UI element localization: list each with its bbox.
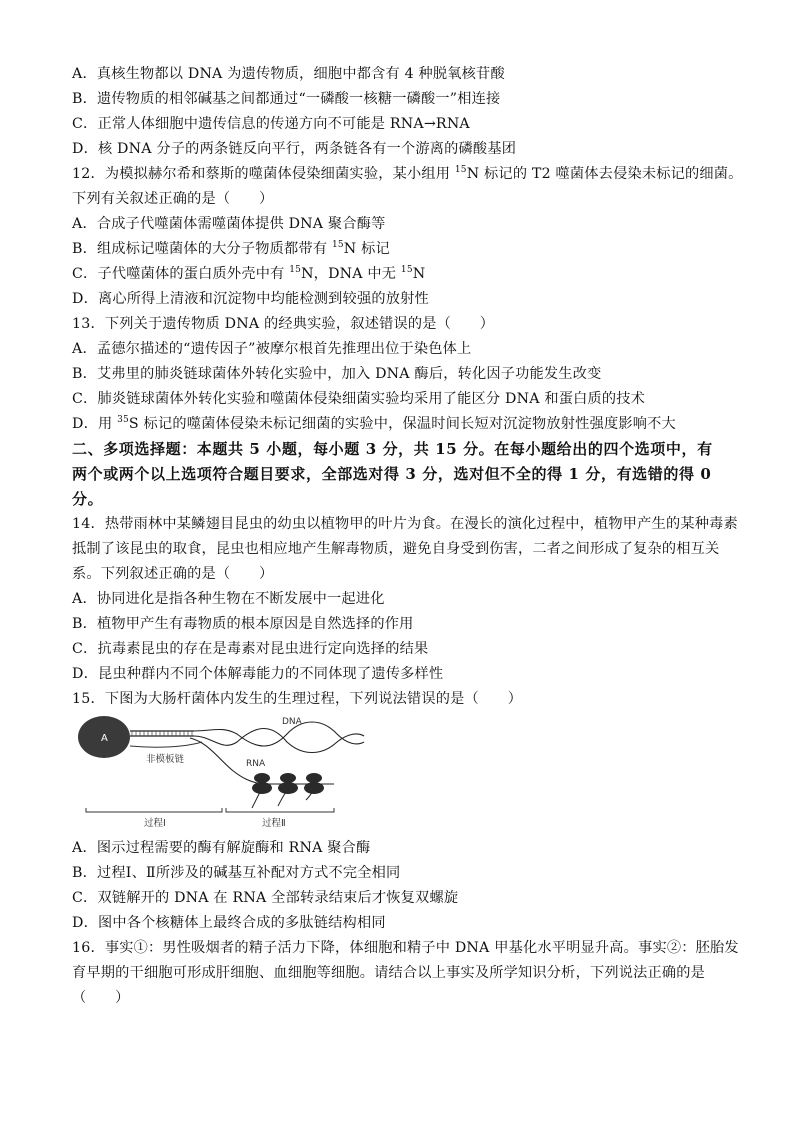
- q14-stem-line3: 系。下列叙述正确的是（ ）: [72, 566, 274, 582]
- q15-option-b: B．过程Ⅰ、Ⅱ所涉及的碱基互补配对方式不完全相同: [72, 865, 401, 881]
- q12-option-d: D．离心所得上清液和沉淀物中均能检测到较强的放射性: [72, 291, 429, 307]
- q11-option-d: D．核 DNA 分子的两条链反向平行，两条链各有一个游离的磷酸基团: [72, 141, 517, 157]
- process1-bracket: [86, 808, 222, 812]
- figure-label-nontemplate: 非模板链: [146, 754, 185, 765]
- q15-option-d: D．图中各个核糖体上最终合成的多肽链结构相同: [72, 915, 386, 931]
- ribosome-2: [278, 773, 298, 806]
- transcription-translation-figure: [72, 712, 372, 830]
- q13-option-d-text-a: D．用: [72, 416, 118, 432]
- q12-option-c-text-a: C．子代噬菌体的蛋白质外壳中有: [72, 266, 290, 282]
- q12-option-b-sup: 15: [331, 240, 344, 250]
- q12-stem-text-b: N 标记的 T2 噬菌体去侵染未标记的细菌。: [466, 166, 743, 182]
- q12-option-c: [72, 264, 732, 284]
- q12-option-c-sup2: 15: [400, 265, 413, 275]
- q12-option-b: [72, 239, 732, 259]
- q12-option-b-text-b: N 标记: [343, 241, 390, 257]
- q14-option-b: B．植物甲产生有毒物质的根本原因是自然选择的作用: [72, 616, 414, 632]
- q12-stem-sup: 15: [454, 165, 467, 175]
- q12-option-c-sup1: 15: [289, 265, 302, 275]
- dna-base-pairs: [132, 731, 192, 736]
- q14-option-c: C．抗毒素昆虫的存在是毒素对昆虫进行定向选择的结果: [72, 641, 429, 657]
- figure-label-process2: 过程Ⅱ: [262, 818, 286, 829]
- q13-option-c: C．肺炎链球菌体外转化实验和噬菌体侵染细菌实验均采用了能区分 DNA 和蛋白质的技术: [72, 391, 646, 407]
- q15-option-c: C．双链解开的 DNA 在 RNA 全部转录结束后才恢复双螺旋: [72, 890, 459, 906]
- q12-stem-line1: [72, 164, 743, 184]
- figure-label-process1: 过程Ⅰ: [144, 818, 166, 829]
- figure-label-a: A: [101, 733, 108, 744]
- q15-option-a: A．图示过程需要的酶有解旋酶和 RNA 聚合酶: [72, 840, 371, 856]
- q14-option-a: A．协同进化是指各种生物在不断发展中一起进化: [72, 591, 385, 607]
- q12-stem-line2: 下列有关叙述正确的是（ ）: [72, 191, 274, 207]
- q13-option-d-text-b: S 标记的噬菌体侵染未标记细菌的实验中，保温时间长短对沉淀物放射性强度影响不大: [128, 416, 676, 432]
- non-template-strand: [130, 742, 202, 747]
- section2-heading-line1: 二、多项选择题：本题共 5 小题，每小题 3 分，共 15 分。在每小题给出的四个选项中，有: [72, 440, 713, 458]
- q16-stem-line3: （ ）: [72, 990, 130, 1006]
- q13-option-a: A．孟德尔描述的“遗传因子”被摩尔根首先推理出位于染色体上: [72, 341, 472, 357]
- section2-heading-line3: 分。: [72, 490, 104, 508]
- q14-stem-line2: 抵制了该昆虫的取食，昆虫也相应地产生解毒物质，避免自身受到伤害，二者之间形成了复杂的相互关: [72, 541, 720, 557]
- q11-option-b: B．遗传物质的相邻碱基之间都通过“一磷酸一核糖一磷酸一”相连接: [72, 91, 501, 107]
- figure-label-rna: RNA: [246, 759, 266, 769]
- q13-stem: 13．下列关于遗传物质 DNA 的经典实验，叙述错误的是（ ）: [72, 316, 495, 332]
- q15-stem: 15．下图为大肠杆菌体内发生的生理过程，下列说法错误的是（ ）: [72, 691, 523, 707]
- q16-stem-line1: 16．事实①：男性吸烟者的精子活力下降，体细胞和精子中 DNA 甲基化水平明显升高。事实②：胚胎发: [72, 940, 739, 956]
- process2-bracket: [226, 808, 334, 812]
- q14-stem-line1: 14．热带雨林中某鳞翅目昆虫的幼虫以植物甲的叶片为食。在漫长的演化过程中，植物甲产生的某种毒素: [72, 516, 738, 532]
- q16-stem-line2: 育早期的干细胞可形成肝细胞、血细胞等细胞。请结合以上事实及所学知识分析，下列说法正确的是: [72, 965, 706, 981]
- q12-stem-text-a: 12．为模拟赫尔希和蔡斯的噬菌体侵染细菌实验，某小组用: [72, 166, 455, 182]
- q11-option-c: C．正常人体细胞中遗传信息的传递方向不可能是 RNA→RNA: [72, 116, 470, 132]
- q13-option-b: B．艾弗里的肺炎链球菌体外转化实验中，加入 DNA 酶后，转化因子功能发生改变: [72, 366, 602, 382]
- q13-option-d-sup: 35: [117, 415, 129, 425]
- section2-heading-line2: 两个或两个以上选项符合题目要求，全部选对得 3 分，选对但不全的得 1 分，有选错的得 0: [72, 465, 712, 483]
- q11-option-a: A．真核生物都以 DNA 为遗传物质，细胞中都含有 4 种脱氧核苷酸: [72, 66, 505, 82]
- q14-option-d: D．昆虫种群内不同个体解毒能力的不同体现了遗传多样性: [72, 666, 444, 682]
- q12-option-a: A．合成子代噬菌体需噬菌体提供 DNA 聚合酶等: [72, 216, 386, 232]
- ribosome-3: [304, 773, 324, 800]
- q13-option-d: [72, 414, 732, 434]
- ribosome-1: [252, 773, 272, 808]
- q12-option-b-text-a: B．组成标记噬菌体的大分子物质都带有: [72, 241, 332, 257]
- q12-option-c-text-c: N: [412, 266, 426, 282]
- q12-option-c-text-b: N，DNA 中无: [301, 266, 401, 282]
- figure-label-dna: DNA: [282, 717, 302, 727]
